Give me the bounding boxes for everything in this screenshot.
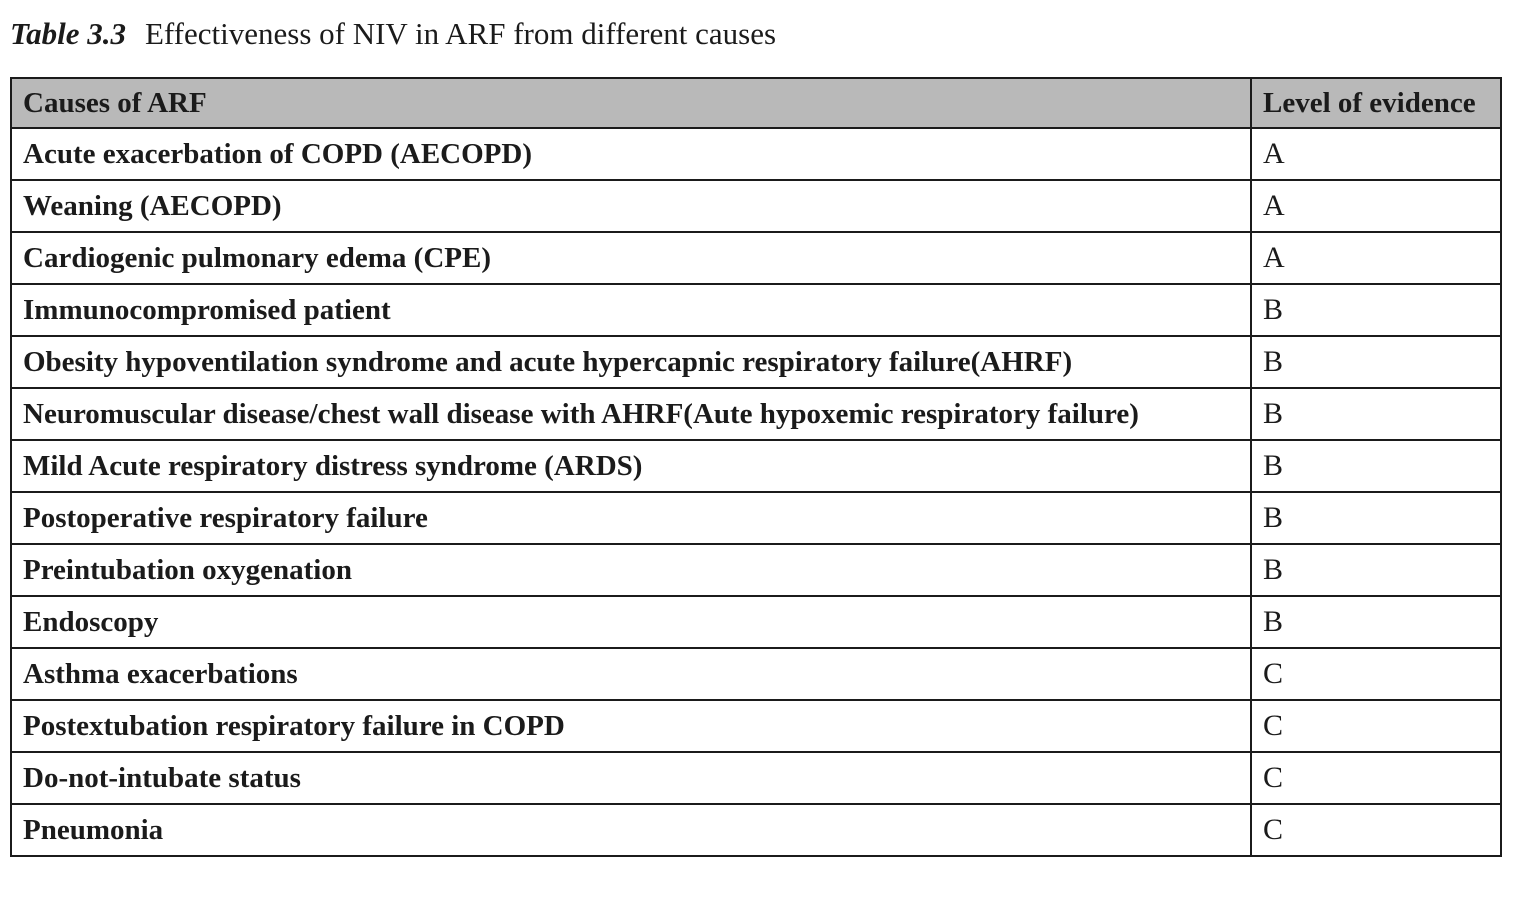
cause-cell: Immunocompromised patient (11, 284, 1251, 336)
table-row (11, 544, 1501, 596)
table-caption-number: Table 3.3 (10, 16, 126, 51)
header-row (11, 78, 1501, 128)
cause-cell: Do-not-intubate status (11, 752, 1251, 804)
evidence-cell: B (1251, 284, 1501, 336)
table-row (11, 752, 1501, 804)
table-row (11, 440, 1501, 492)
cause-cell: Pneumonia (11, 804, 1251, 856)
cause-cell: Postoperative respiratory failure (11, 492, 1251, 544)
table-row (11, 180, 1501, 232)
cause-cell: Weaning (AECOPD) (11, 180, 1251, 232)
table-row (11, 648, 1501, 700)
table-row (11, 492, 1501, 544)
evidence-cell: B (1251, 336, 1501, 388)
cause-cell: Cardiogenic pulmonary edema (CPE) (11, 232, 1251, 284)
cause-cell: Acute exacerbation of COPD (AECOPD) (11, 128, 1251, 180)
table-row (11, 128, 1501, 180)
evidence-cell: C (1251, 804, 1501, 856)
header-cell-evidence: Level of evidence (1251, 78, 1501, 128)
evidence-cell: C (1251, 648, 1501, 700)
evidence-cell: C (1251, 700, 1501, 752)
evidence-cell: B (1251, 388, 1501, 440)
cause-cell: Asthma exacerbations (11, 648, 1251, 700)
evidence-table (10, 77, 1502, 857)
evidence-cell: C (1251, 752, 1501, 804)
cause-cell: Preintubation oxygenation (11, 544, 1251, 596)
cause-cell: Neuromuscular disease/chest wall disease with AHRF(Aute hypoxemic respiratory failure) (11, 388, 1251, 440)
cause-cell: Obesity hypoventilation syndrome and acute hypercapnic respiratory failure(AHRF) (11, 336, 1251, 388)
evidence-cell: B (1251, 492, 1501, 544)
table-header (11, 78, 1501, 128)
evidence-cell: A (1251, 232, 1501, 284)
evidence-cell: B (1251, 596, 1501, 648)
table-row (11, 596, 1501, 648)
table-caption (10, 14, 776, 54)
table-row (11, 700, 1501, 752)
evidence-cell: B (1251, 544, 1501, 596)
cause-cell: Postextubation respiratory failure in COPD (11, 700, 1251, 752)
table-row (11, 232, 1501, 284)
cause-cell: Endoscopy (11, 596, 1251, 648)
table-caption-title: Effectiveness of NIV in ARF from different causes (144, 16, 777, 51)
header-cell-causes: Causes of ARF (11, 78, 1251, 128)
evidence-cell: A (1251, 128, 1501, 180)
evidence-cell: A (1251, 180, 1501, 232)
cause-cell: Mild Acute respiratory distress syndrome (ARDS) (11, 440, 1251, 492)
table-row (11, 284, 1501, 336)
table-body (11, 128, 1501, 856)
evidence-cell: B (1251, 440, 1501, 492)
table-row (11, 804, 1501, 856)
table-row (11, 388, 1501, 440)
table-row (11, 336, 1501, 388)
